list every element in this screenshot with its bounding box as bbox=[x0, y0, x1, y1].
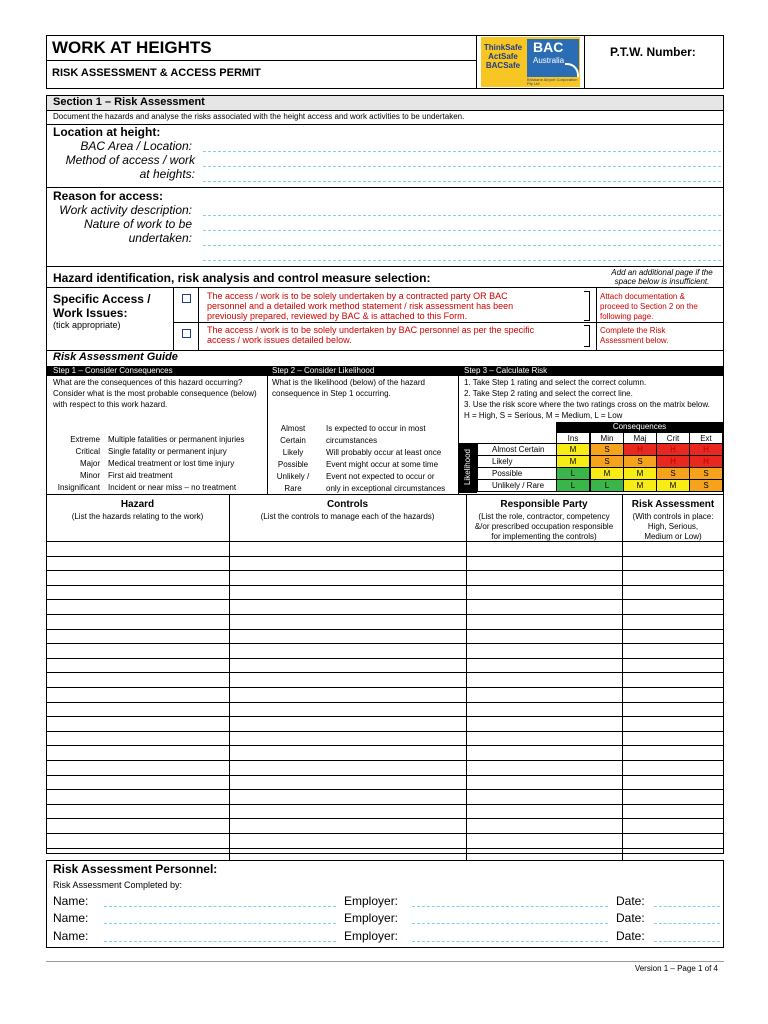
step2-line2: consequence in Step 1 occurring. bbox=[272, 389, 391, 398]
logo-text-2: ActSafe bbox=[488, 52, 518, 61]
step2-text bbox=[272, 377, 425, 399]
location-title: Location at height: bbox=[53, 125, 161, 139]
matrix-cell: S bbox=[590, 455, 624, 468]
table-row[interactable] bbox=[46, 702, 724, 703]
matrix-cell: S bbox=[623, 455, 657, 468]
step3-line3: 3. Use the risk score where the two ratings cross on the matrix below. bbox=[464, 400, 710, 409]
name-label-2: Name: bbox=[53, 911, 89, 925]
matrix-cell: L bbox=[556, 467, 590, 480]
matrix-cell: H bbox=[689, 455, 723, 468]
table-row[interactable] bbox=[46, 804, 724, 805]
table-row[interactable] bbox=[46, 731, 724, 732]
name-field-2[interactable] bbox=[104, 923, 336, 924]
section1-intro: Document the hazards and analyse the risks associated with the height access and work activities to be undertaken. bbox=[53, 112, 465, 121]
like-desc-1: circumstances bbox=[326, 436, 378, 445]
step3-line2: 2. Take Step 2 rating and select the correct line. bbox=[464, 389, 633, 398]
employer-field-1[interactable] bbox=[412, 906, 608, 907]
employer-label-3: Employer: bbox=[344, 929, 399, 943]
specific-access-title bbox=[53, 292, 151, 320]
work-activity-label: Work activity description: bbox=[59, 203, 192, 217]
matrix-cell: S bbox=[656, 467, 690, 480]
col3-sub-3: for implementing the controls) bbox=[491, 532, 597, 541]
ptw-number-label: P.T.W. Number: bbox=[610, 45, 696, 59]
matrix-row-label: Almost Certain bbox=[477, 443, 557, 456]
table-row[interactable] bbox=[46, 745, 724, 746]
option2-line1: The access / work is to be solely undertaken by BAC personnel as per the specific bbox=[207, 325, 535, 335]
matrix-side-label: Likelihood bbox=[463, 448, 472, 486]
step3-header: Step 3 – Calculate Risk bbox=[464, 366, 548, 375]
consequence-descs bbox=[108, 434, 245, 494]
step2-header: Step 2 – Consider Likelihood bbox=[272, 366, 375, 375]
option2-note bbox=[600, 326, 668, 346]
table-row[interactable] bbox=[46, 775, 724, 776]
matrix-row-label: Unlikely / Rare bbox=[477, 479, 557, 492]
step1-line1: What are the consequences of this hazard occurring? bbox=[53, 378, 243, 387]
table-row[interactable] bbox=[46, 789, 724, 790]
step3-line1: 1. Take Step 1 rating and select the correct column. bbox=[464, 378, 647, 387]
matrix-cell: H bbox=[656, 443, 690, 456]
table-row[interactable] bbox=[46, 570, 724, 571]
option1-line2: personnel and a detailed work method statement / risk assessment has been bbox=[207, 301, 514, 311]
cons-desc-0: Multiple fatalities or permanent injuries bbox=[108, 435, 245, 444]
matrix-cell: S bbox=[689, 467, 723, 480]
option2-checkbox[interactable] bbox=[182, 329, 191, 338]
matrix-row-label: Possible bbox=[477, 467, 557, 480]
cons-level-0: Extreme bbox=[70, 435, 100, 444]
option1-note-2: proceed to Section 2 on the bbox=[600, 302, 698, 311]
name-field-1[interactable] bbox=[104, 906, 336, 907]
date-field-3[interactable] bbox=[654, 941, 720, 942]
col-risk-title: Risk Assessment bbox=[631, 499, 715, 510]
employer-label-2: Employer: bbox=[344, 911, 399, 925]
col-risk-sub bbox=[622, 512, 724, 542]
matrix-cell: L bbox=[590, 479, 624, 492]
col-responsible-title: Responsible Party bbox=[500, 499, 588, 510]
nature-field-3[interactable] bbox=[203, 260, 721, 261]
matrix-cell: H bbox=[656, 455, 690, 468]
matrix-cell: M bbox=[623, 467, 657, 480]
logo-brand-sub: Australia bbox=[533, 56, 565, 65]
table-row[interactable] bbox=[46, 658, 724, 659]
add-page-note bbox=[600, 268, 724, 286]
add-page-note-2: space below is insufficient. bbox=[614, 277, 710, 286]
nature-line1: Nature of work to be bbox=[83, 217, 192, 231]
matrix-col-header: Ins bbox=[556, 432, 590, 444]
page-subtitle: RISK ASSESSMENT & ACCESS PERMIT bbox=[52, 67, 261, 79]
page-title: WORK AT HEIGHTS bbox=[52, 38, 212, 57]
cons-desc-1: Single fatality or permanent injury bbox=[108, 447, 227, 456]
option2-line2: access / work issues detailed below. bbox=[207, 335, 352, 345]
specific-line1: Specific Access / bbox=[53, 292, 151, 306]
option2-note-2: Assessment below. bbox=[600, 336, 669, 345]
option1-note bbox=[600, 292, 698, 322]
cons-level-3: Minor bbox=[79, 471, 100, 480]
col4-sub-3: Medium or Low) bbox=[644, 532, 702, 541]
like-level-4: Unlikely / bbox=[276, 472, 310, 481]
matrix-col-header: Maj bbox=[623, 432, 657, 444]
like-level-3: Possible bbox=[277, 460, 309, 469]
matrix-col-header: Ext bbox=[689, 432, 723, 444]
name-label-1: Name: bbox=[53, 894, 89, 908]
section1-title: Section 1 – Risk Assessment bbox=[53, 96, 205, 108]
like-desc-5: only in exceptional circumstances bbox=[326, 484, 446, 493]
matrix-cell: M bbox=[623, 479, 657, 492]
employer-label-1: Employer: bbox=[344, 894, 399, 908]
option1-checkbox[interactable] bbox=[182, 294, 191, 303]
col3-sub-2: &/or prescribed occupation responsible bbox=[474, 522, 614, 531]
step1-text bbox=[53, 377, 257, 410]
col-responsible-sub bbox=[466, 512, 622, 542]
risk-matrix bbox=[458, 421, 724, 494]
employer-field-3[interactable] bbox=[412, 941, 608, 942]
bac-area-label: BAC Area / Location: bbox=[80, 139, 192, 153]
step1-line2: Consider what is the most probable consequence (below) bbox=[53, 389, 257, 398]
matrix-row-label: Likely bbox=[477, 455, 557, 468]
cons-desc-2: Medical treatment or lost time injury bbox=[108, 459, 235, 468]
table-row[interactable] bbox=[46, 541, 724, 542]
cons-level-2: Major bbox=[79, 459, 100, 468]
col3-sub-1: (List the role, contractor, competency bbox=[478, 512, 610, 521]
table-row[interactable] bbox=[46, 629, 724, 630]
date-label-2: Date: bbox=[616, 911, 645, 925]
matrix-cell: H bbox=[623, 443, 657, 456]
table-row[interactable] bbox=[46, 833, 724, 834]
table-row[interactable] bbox=[46, 687, 724, 688]
guide-title: Risk Assessment Guide bbox=[53, 351, 178, 363]
matrix-col-header: Min bbox=[590, 432, 624, 444]
col4-sub-2: High, Serious, bbox=[647, 522, 699, 531]
col-controls-sub: (List the controls to manage each of the hazards) bbox=[260, 512, 435, 521]
like-level-5: Rare bbox=[284, 484, 302, 493]
logo-tagline: Brisbane Airport Corporation Pty Ltd bbox=[527, 77, 578, 86]
matrix-cell: M bbox=[656, 479, 690, 492]
step3-text bbox=[464, 377, 710, 421]
logo-text-1: ThinkSafe bbox=[483, 43, 523, 52]
hazard-section-title: Hazard identification, risk analysis and control measure selection: bbox=[53, 271, 431, 285]
table-row[interactable] bbox=[46, 760, 724, 761]
option1-text bbox=[207, 291, 513, 321]
work-activity-field[interactable] bbox=[203, 215, 721, 216]
completed-by-label: Risk Assessment Completed by: bbox=[53, 880, 183, 890]
cons-level-4: Insignificant bbox=[57, 483, 100, 492]
step1-header: Step 1 – Consider Consequences bbox=[53, 366, 173, 375]
date-field-2[interactable] bbox=[654, 923, 720, 924]
matrix-cell: S bbox=[689, 479, 723, 492]
cons-desc-4: Incident or near miss – no treatment bbox=[108, 483, 237, 492]
table-row[interactable] bbox=[46, 643, 724, 644]
logo-text-3: BACSafe bbox=[485, 61, 521, 70]
likelihood-descs bbox=[326, 423, 445, 495]
col-hazard-title: Hazard bbox=[120, 499, 155, 510]
method-access-field-2[interactable] bbox=[203, 181, 721, 182]
bac-area-field[interactable] bbox=[203, 151, 721, 152]
specific-line2: Work Issues: bbox=[53, 306, 128, 320]
nature-field-2[interactable] bbox=[203, 245, 721, 246]
like-level-2: Likely bbox=[282, 448, 304, 457]
matrix-title: Consequences bbox=[612, 422, 667, 431]
col-controls-title: Controls bbox=[326, 499, 369, 510]
name-label-3: Name: bbox=[53, 929, 89, 943]
table-row[interactable] bbox=[46, 614, 724, 615]
nature-line2: undertaken: bbox=[128, 231, 192, 245]
table-row[interactable] bbox=[46, 672, 724, 673]
option1-line1: The access / work is to be solely undertaken by a contracted party OR BAC bbox=[207, 291, 508, 301]
matrix-cell: S bbox=[590, 443, 624, 456]
table-row[interactable] bbox=[46, 848, 724, 849]
option1-line3: previously prepared, reviewed by BAC & is attached to this Form. bbox=[207, 311, 468, 321]
likelihood-levels bbox=[268, 423, 318, 495]
like-desc-0: Is expected to occur in most bbox=[326, 424, 426, 433]
logo-brand: BAC bbox=[533, 39, 564, 55]
risk-legend: H = High, S = Serious, M = Medium, L = Low bbox=[464, 411, 623, 420]
add-page-note-1: Add an additional page if the bbox=[611, 268, 713, 277]
nature-work-label bbox=[52, 217, 192, 245]
tick-instruction: (tick appropriate) bbox=[53, 320, 121, 330]
option2-text bbox=[207, 325, 534, 345]
cons-desc-3: First aid treatment bbox=[108, 471, 173, 480]
col-hazard-sub: (List the hazards relating to the work) bbox=[71, 512, 204, 521]
method-access-label bbox=[52, 153, 195, 181]
date-field-1[interactable] bbox=[654, 906, 720, 907]
table-row[interactable] bbox=[46, 716, 724, 717]
bac-logo bbox=[481, 37, 580, 87]
table-row[interactable] bbox=[46, 599, 724, 600]
consequence-levels bbox=[48, 434, 100, 494]
method-access-line2: at heights: bbox=[139, 167, 195, 181]
footer-version: Version 1 – Page 1 of 4 bbox=[634, 964, 718, 973]
method-access-field-1[interactable] bbox=[203, 166, 721, 167]
table-row[interactable] bbox=[46, 585, 724, 586]
table-row[interactable] bbox=[46, 556, 724, 557]
date-label-1: Date: bbox=[616, 894, 645, 908]
cons-level-1: Critical bbox=[75, 447, 100, 456]
like-desc-3: Event might occur at some time bbox=[326, 460, 439, 469]
matrix-cell: M bbox=[556, 443, 590, 456]
step1-line3: with respect to this work hazard. bbox=[53, 400, 168, 409]
like-level-0: Almost bbox=[280, 424, 306, 433]
date-label-3: Date: bbox=[616, 929, 645, 943]
option1-note-3: following page. bbox=[600, 312, 654, 321]
matrix-cell: H bbox=[689, 443, 723, 456]
reason-title: Reason for access: bbox=[53, 189, 164, 203]
employer-field-2[interactable] bbox=[412, 923, 608, 924]
nature-field-1[interactable] bbox=[203, 230, 721, 231]
matrix-cell: M bbox=[590, 467, 624, 480]
like-desc-4: Event not expected to occur or bbox=[326, 472, 435, 481]
method-access-line1: Method of access / work bbox=[65, 153, 195, 167]
option1-note-1: Attach documentation & bbox=[600, 292, 685, 301]
table-row[interactable] bbox=[46, 818, 724, 819]
step2-line1: What is the likelihood (below) of the hazard bbox=[272, 378, 425, 387]
personnel-title: Risk Assessment Personnel: bbox=[53, 862, 218, 876]
matrix-cell: L bbox=[556, 479, 590, 492]
option2-note-1: Complete the Risk bbox=[600, 326, 666, 335]
matrix-col-header: Crit bbox=[656, 432, 690, 444]
like-level-1: Certain bbox=[280, 436, 306, 445]
col4-sub-1: (With controls in place: bbox=[632, 512, 714, 521]
name-field-3[interactable] bbox=[104, 941, 336, 942]
matrix-cell: M bbox=[556, 455, 590, 468]
like-desc-2: Will probably occur at least once bbox=[326, 448, 442, 457]
